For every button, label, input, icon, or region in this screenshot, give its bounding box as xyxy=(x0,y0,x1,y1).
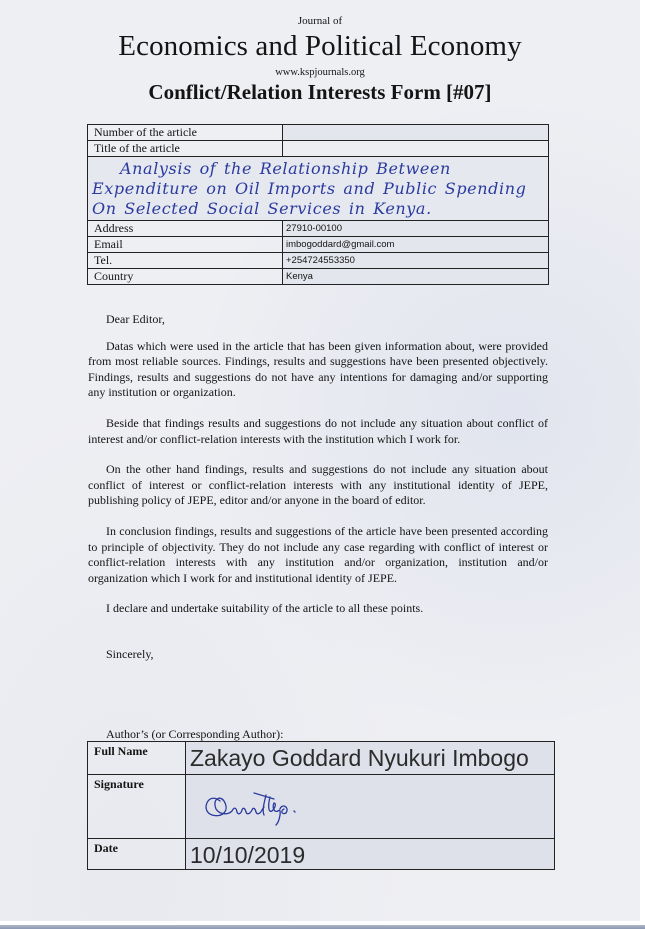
letter-greeting: Dear Editor, xyxy=(106,312,165,326)
author-caption: Author’s (or Corresponding Author): xyxy=(106,727,284,741)
form-title: Conflict/Relation Interests Form [#07] xyxy=(148,80,492,104)
article-title-label: Title of the article xyxy=(88,141,283,157)
letter-body xyxy=(88,312,548,663)
signature-cell xyxy=(186,775,555,839)
article-number-label: Number of the article xyxy=(88,125,283,141)
handwritten-title-line: Expenditure on Oil Imports and Public Spending xyxy=(92,178,527,198)
country-value: Kenya xyxy=(283,269,549,285)
journal-prefix: Journal of xyxy=(297,15,343,27)
letter-declaration: I declare and undertake suitability of the article to all these points. xyxy=(106,601,424,616)
table-row xyxy=(88,221,549,237)
letter-paragraph: On the other hand findings, results and suggestions do not include any situation about conflict of interest or conflict-relation interests with any institutional identity of JEPE, publishing policy of JEPE, editor and/or anyone in the board of editor. xyxy=(88,462,548,508)
table-row xyxy=(88,125,549,141)
table-row xyxy=(88,253,549,269)
full-name-label: Full Name xyxy=(88,742,186,775)
handwritten-article-title xyxy=(88,157,549,221)
journal-website: www.kspjournals.org xyxy=(275,67,365,78)
article-info-table xyxy=(87,124,549,285)
signature-icon xyxy=(202,785,312,829)
article-number-value xyxy=(283,125,549,141)
email-label: Email xyxy=(88,237,283,253)
letter-paragraph: Datas which were used in the article that has been given information about, were provided from most reliable sources. Findings, results and suggestions have been presented objectively. Findings, results and suggestions do not have any intentions for damaging and/or supporting any institution or organization. xyxy=(88,338,548,400)
tel-label: Tel. xyxy=(88,253,283,269)
table-row xyxy=(88,269,549,285)
handwritten-title-line: Analysis of the Relationship Between xyxy=(120,158,451,178)
table-row xyxy=(88,775,555,839)
handwritten-title-line: On Selected Social Services in Kenya. xyxy=(92,198,432,218)
email-value: imbogoddard@gmail.com xyxy=(283,237,549,253)
table-row xyxy=(88,141,549,157)
letter-closing: Sincerely, xyxy=(106,646,154,661)
table-row xyxy=(88,839,555,870)
journal-name: Economics and Political Economy xyxy=(118,30,522,62)
date-label: Date xyxy=(88,839,186,870)
date-value: 10/10/2019 xyxy=(186,839,555,870)
table-row xyxy=(88,157,549,221)
author-table xyxy=(87,741,555,870)
scan-edge-line xyxy=(0,925,645,929)
signature-label: Signature xyxy=(88,775,186,839)
table-row xyxy=(88,237,549,253)
letter-paragraph: In conclusion findings, results and suggestions of the article have been presented according to principle of objectivity. They do not include any case regarding with conflict of interest or conflict-relation interests with any institution and/or organization, institution and/or organization which I work for and institutional identity of JEPE. xyxy=(88,523,548,585)
tel-value: +254724553350 xyxy=(283,253,549,269)
table-row xyxy=(88,742,555,775)
article-title-value xyxy=(283,141,549,157)
full-name-value: Zakayo Goddard Nyukuri Imbogo xyxy=(186,742,555,775)
country-label: Country xyxy=(88,269,283,285)
address-label: Address xyxy=(88,221,283,237)
letter-paragraph: Beside that findings results and suggestions do not include any situation about conflict of interest and/or conflict-relation interests with the institution which I work for. xyxy=(88,415,548,446)
address-value: 27910-00100 xyxy=(283,221,549,237)
